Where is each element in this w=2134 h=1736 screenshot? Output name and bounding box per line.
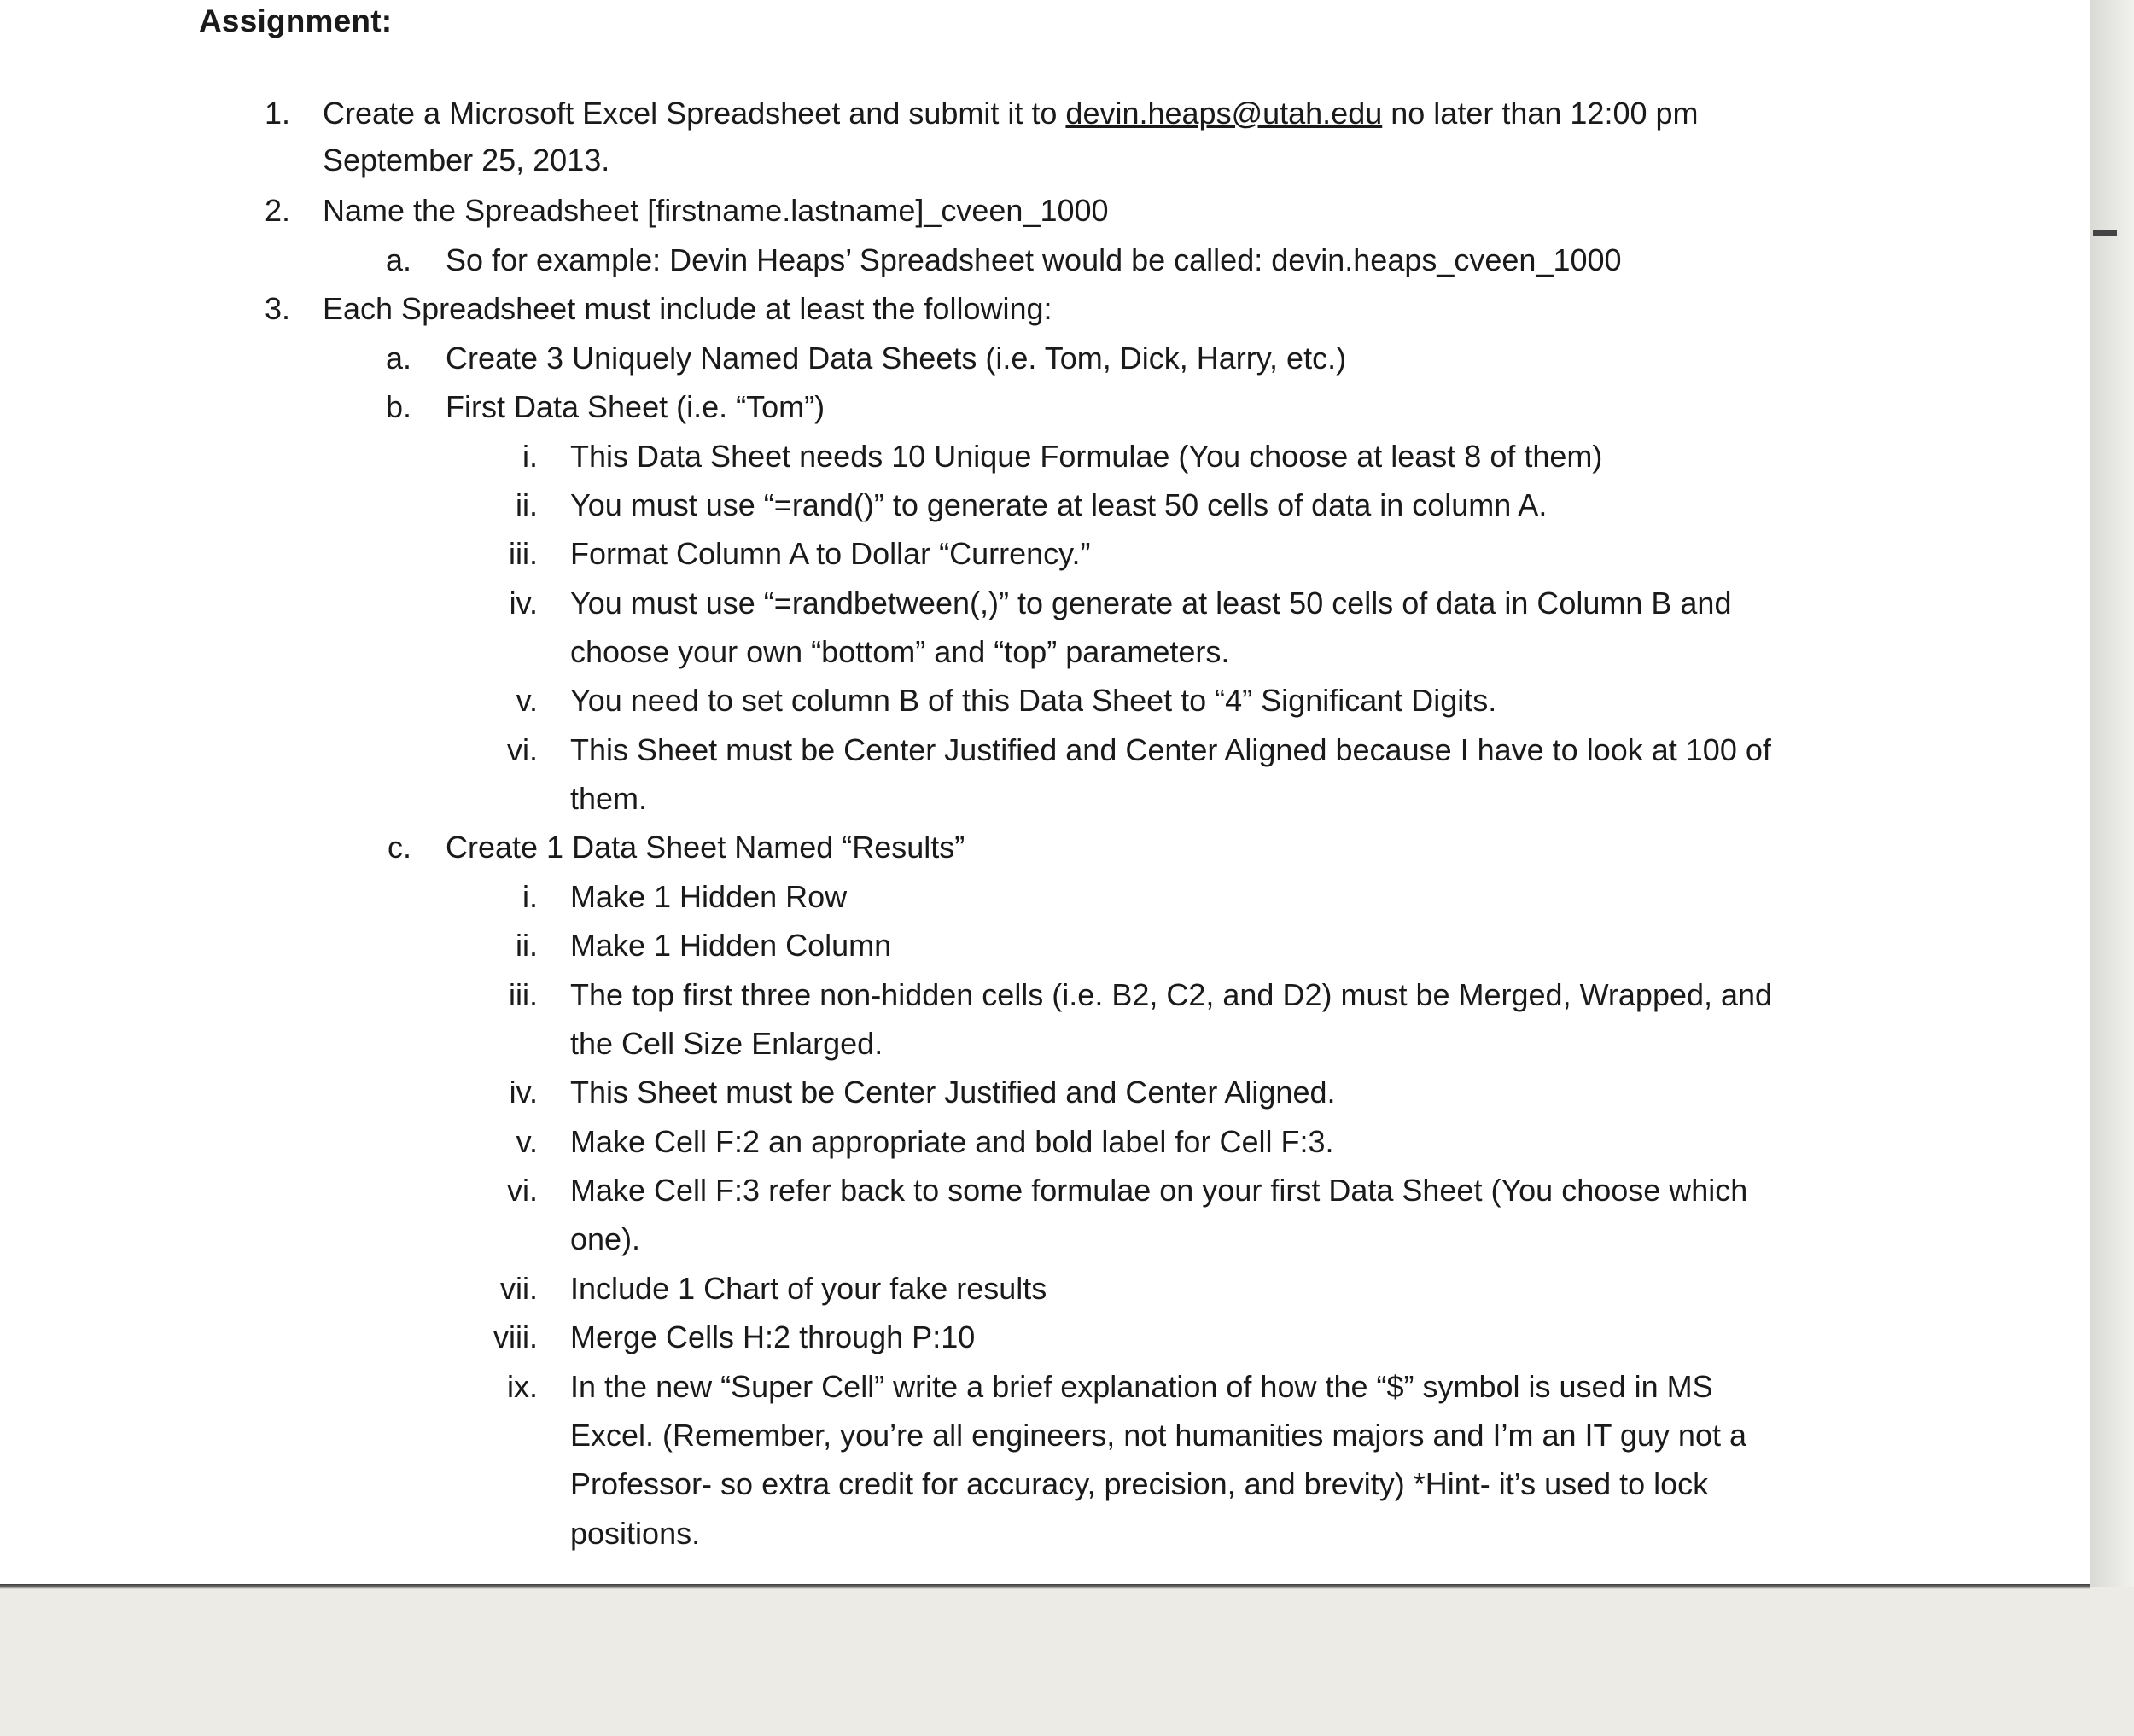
item-3b-iv-text-cont: choose your own “bottom” and “top” parameters. xyxy=(570,634,1230,669)
item-3b-i-label: i. xyxy=(522,439,538,474)
item-3c-ix-text-cont-2: Professor- so extra credit for accuracy, precision, and brevity) *Hint- it’s used to lock xyxy=(570,1466,1709,1501)
item-3b-label: b. xyxy=(385,389,411,424)
item-3c-i-text: Make 1 Hidden Row xyxy=(570,879,848,914)
item-1-text-end: no later than 12:00 pm xyxy=(1382,96,1699,131)
item-3c-ii-text: Make 1 Hidden Column xyxy=(570,928,892,963)
item-3b-vi-text-cont: them. xyxy=(570,781,648,816)
item-1-number: 1. xyxy=(264,96,290,131)
page-edge-shadow xyxy=(2090,0,2134,1587)
item-3b-vi-label: vi. xyxy=(507,732,538,767)
item-3c-v-text: Make Cell F:2 an appropriate and bold label for Cell F:3. xyxy=(570,1124,1334,1159)
item-3c-vii-label: vii. xyxy=(500,1271,538,1306)
item-3b-text: First Data Sheet (i.e. “Tom”) xyxy=(446,389,825,424)
item-2a-text: So for example: Devin Heaps’ Spreadsheet would be called: devin.heaps_cveen_1000 xyxy=(446,242,1622,277)
item-3c-viii-text: Merge Cells H:2 through P:10 xyxy=(570,1319,976,1354)
item-3c-i-label: i. xyxy=(522,879,538,914)
item-3a-text: Create 3 Uniquely Named Data Sheets (i.e. Tom, Dick, Harry, etc.) xyxy=(446,341,1347,376)
item-3a-label: a. xyxy=(385,341,411,376)
item-3c-label: c. xyxy=(387,830,411,865)
item-1-text xyxy=(323,92,1699,135)
item-3c-text: Create 1 Data Sheet Named “Results” xyxy=(446,830,965,865)
item-1-text-cont: September 25, 2013. xyxy=(323,143,610,178)
email-link[interactable]: devin.heaps@utah.edu xyxy=(1065,96,1383,131)
item-3c-iii-text: The top first three non-hidden cells (i.e. B2, C2, and D2) must be Merged, Wrapped, and xyxy=(570,977,1773,1012)
assignment-heading: Assignment: xyxy=(199,3,393,38)
item-2a-label: a. xyxy=(385,242,411,277)
item-3b-v-text: You need to set column B of this Data Sheet to “4” Significant Digits. xyxy=(570,683,1497,718)
item-3b-iii-label: iii. xyxy=(509,536,538,571)
item-3c-ix-text-cont-1: Excel. (Remember, you’re all engineers, not humanities majors and I’m an IT guy not a xyxy=(570,1418,1747,1453)
item-3c-ix-text: In the new “Super Cell” write a brief explanation of how the “$” symbol is used in MS xyxy=(570,1369,1713,1404)
page-bottom-edge xyxy=(0,1584,2090,1589)
item-3c-vi-text: Make Cell F:3 refer back to some formulae on your first Data Sheet (You choose which xyxy=(570,1173,1748,1208)
item-3c-iii-text-cont: the Cell Size Enlarged. xyxy=(570,1026,883,1061)
item-3b-iv-text: You must use “=randbetween(,)” to generate at least 50 cells of data in Column B and xyxy=(570,585,1732,620)
item-3b-iii-text: Format Column A to Dollar “Currency.” xyxy=(570,536,1091,571)
item-3c-ix-label: ix. xyxy=(507,1369,538,1404)
item-3-number: 3. xyxy=(264,291,290,326)
page-edge-mark xyxy=(2093,230,2117,236)
item-3b-ii-text: You must use “=rand()” to generate at least 50 cells of data in column A. xyxy=(570,487,1548,522)
item-3c-v-label: v. xyxy=(516,1124,538,1159)
item-3b-vi-text: This Sheet must be Center Justified and Center Aligned because I have to look at 100 of xyxy=(570,732,1771,767)
item-3c-vi-text-cont: one). xyxy=(570,1221,641,1256)
item-3b-iv-label: iv. xyxy=(509,585,538,620)
item-2-text: Name the Spreadsheet [firstname.lastname]_cveen_1000 xyxy=(323,193,1109,228)
item-3c-vii-text: Include 1 Chart of your fake results xyxy=(570,1271,1047,1306)
item-3-text: Each Spreadsheet must include at least the following: xyxy=(323,291,1052,326)
item-3c-iii-label: iii. xyxy=(509,977,538,1012)
item-3c-viii-label: viii. xyxy=(493,1319,538,1354)
item-3b-v-label: v. xyxy=(516,683,538,718)
item-2-number: 2. xyxy=(264,193,290,228)
item-3c-iv-text: This Sheet must be Center Justified and Center Aligned. xyxy=(570,1075,1336,1110)
item-3b-ii-label: ii. xyxy=(516,487,538,522)
item-3c-vi-label: vi. xyxy=(507,1173,538,1208)
item-3c-ii-label: ii. xyxy=(516,928,538,963)
item-3c-iv-label: iv. xyxy=(509,1075,538,1110)
item-3b-i-text: This Data Sheet needs 10 Unique Formulae (You choose at least 8 of them) xyxy=(570,439,1603,474)
item-1-text-start: Create a Microsoft Excel Spreadsheet and submit it to xyxy=(323,96,1066,131)
item-3c-ix-text-cont-3: positions. xyxy=(570,1516,701,1551)
